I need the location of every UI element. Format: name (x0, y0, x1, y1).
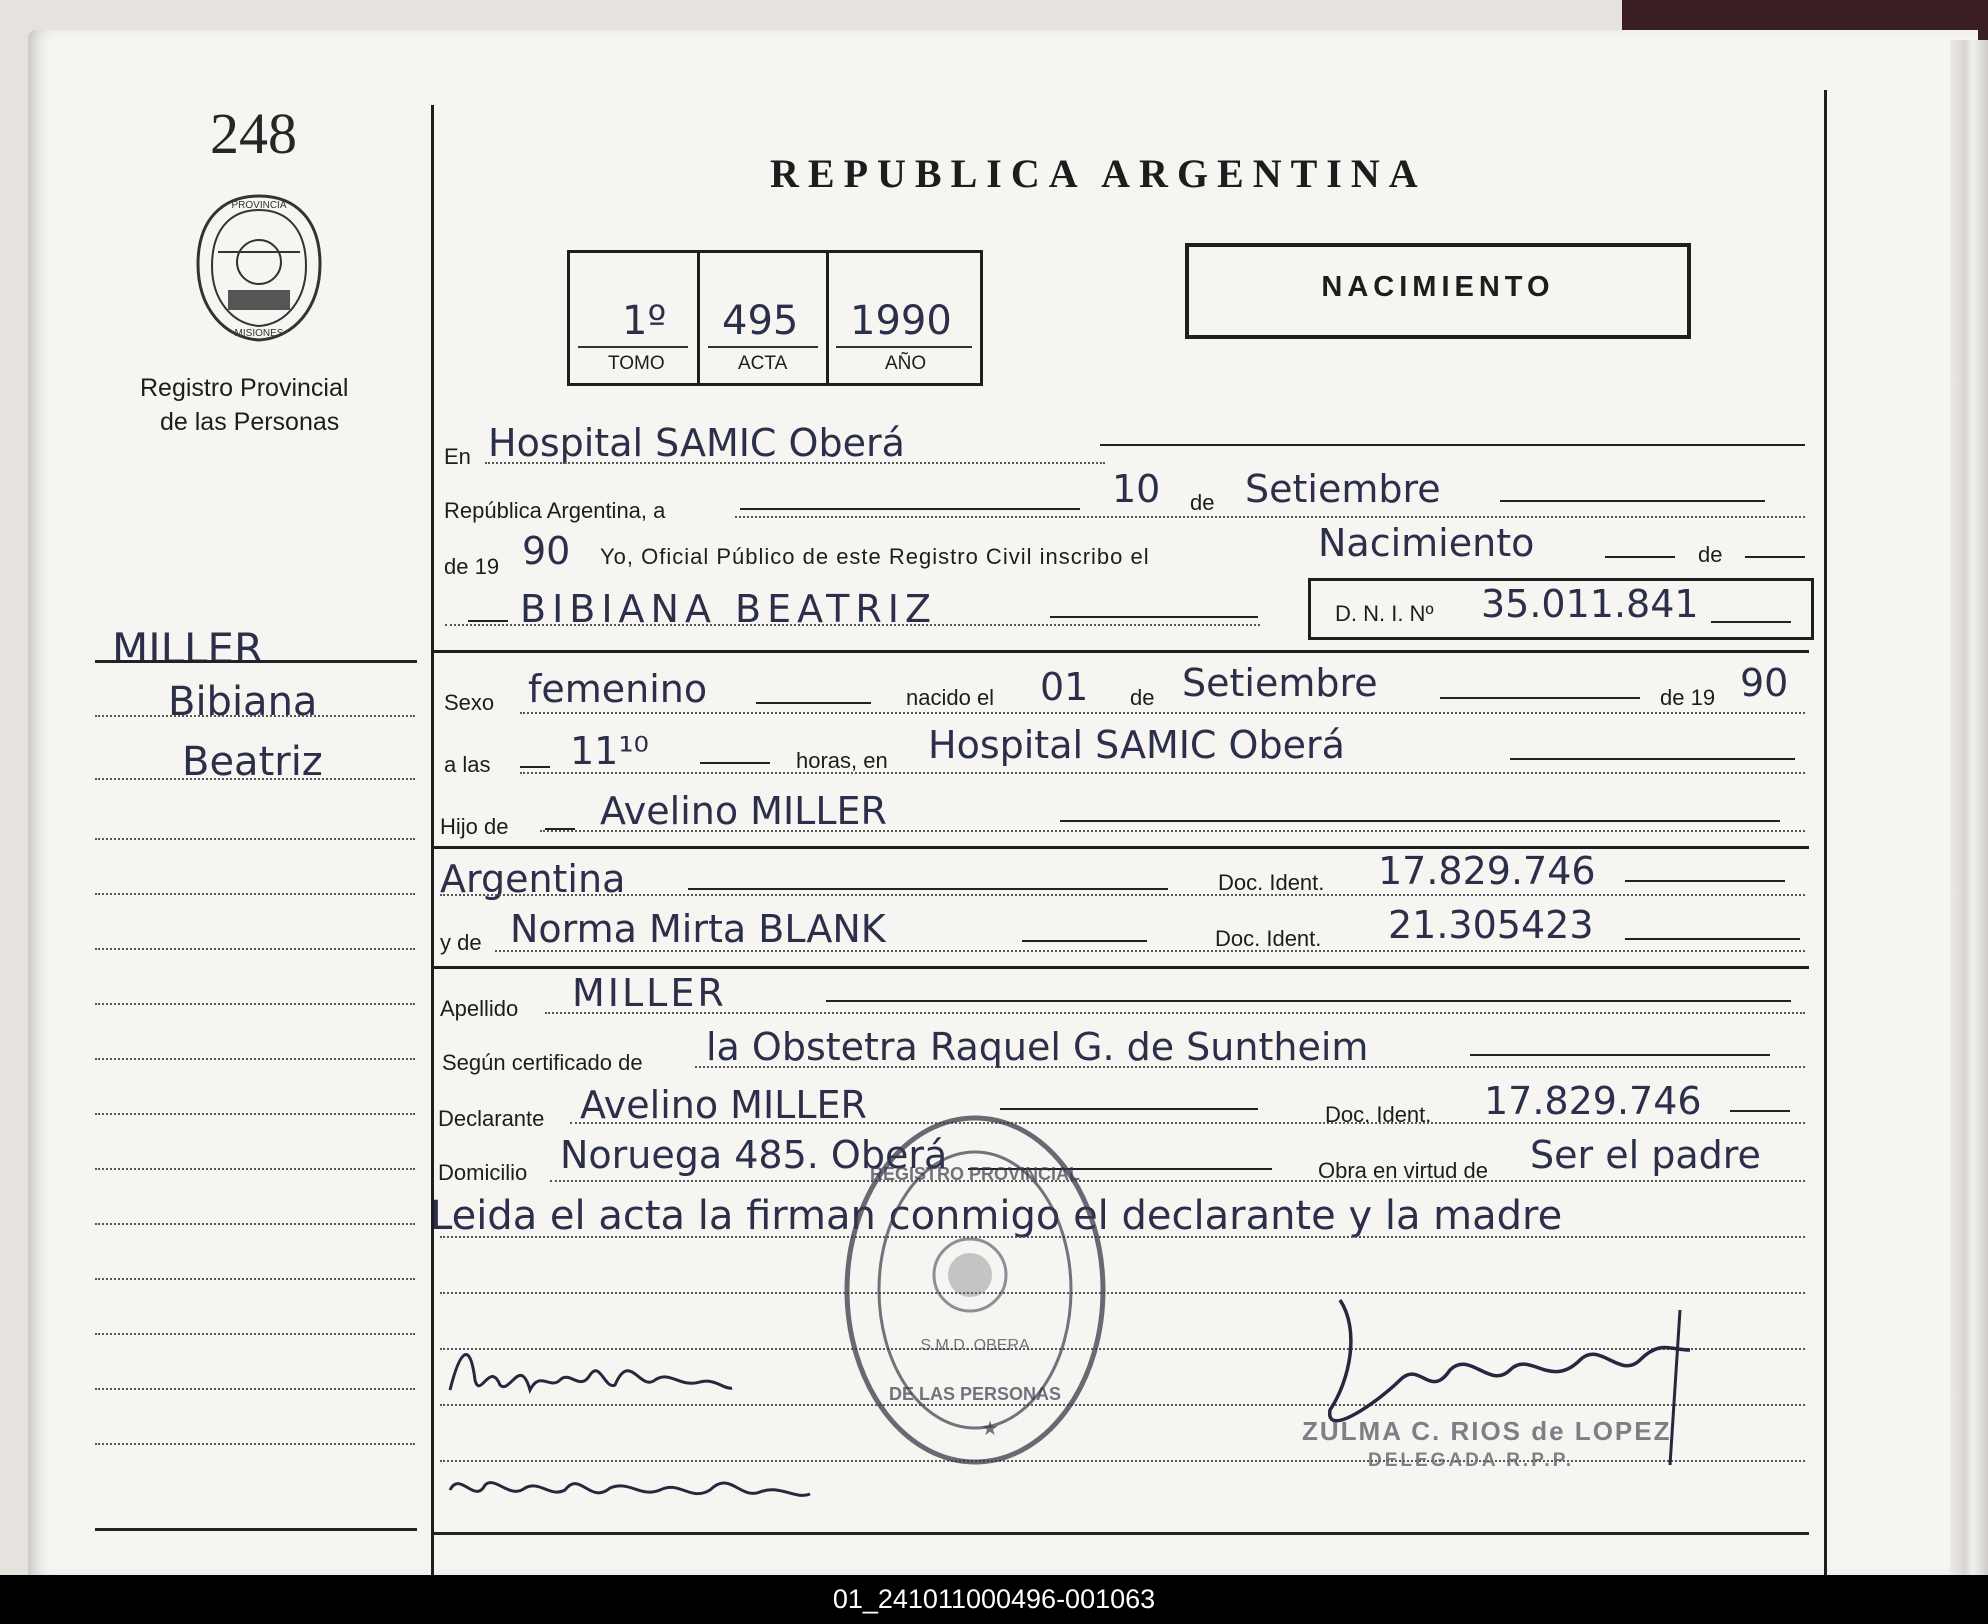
mother-signature-icon (440, 1450, 840, 1520)
oficial-statement: Yo, Oficial Público de este Registro Civil inscribo el (600, 544, 1150, 569)
tomo-label: TOMO (608, 353, 665, 374)
registry-name-line1: Registro Provincial (140, 374, 349, 402)
dotted-rule (695, 1066, 1805, 1068)
certificado-value: la Obstetra Raquel G. de Suntheim (706, 1025, 1369, 1069)
ano-value: 1990 (850, 298, 952, 344)
fill-line (1050, 616, 1258, 618)
margin-dotted-rule (95, 948, 415, 950)
seal-bottom-text: MISIONES (234, 328, 284, 339)
registry-stamp-icon (830, 1100, 1120, 1480)
fill-line (520, 766, 550, 768)
acta-label: ACTA (738, 353, 788, 374)
child-name: BIBIANA BEATRIZ (520, 587, 938, 631)
act-type: Nacimiento (1318, 521, 1535, 565)
fill-line (740, 508, 1080, 510)
apellido-label: Apellido (440, 996, 519, 1021)
fill-line (468, 620, 508, 622)
margin-dotted-rule (95, 1058, 415, 1060)
fill-line (1022, 940, 1147, 942)
registration-day: 10 (1112, 467, 1161, 511)
birth-hour: 11¹⁰ (570, 729, 649, 773)
main-right-border (1824, 90, 1827, 1575)
dotted-rule (540, 830, 1805, 832)
dni-value: 35.011.841 (1481, 582, 1699, 626)
mother-name: Norma Mirta BLANK (510, 907, 886, 951)
main-left-border (431, 105, 434, 1575)
margin-dotted-rule (95, 1278, 415, 1280)
de19-label: de 19 (444, 554, 500, 579)
dotted-rule (570, 1122, 1805, 1124)
birth-day: 01 (1040, 665, 1089, 709)
nacido-label: nacido el (906, 685, 995, 710)
margin-dotted-rule (95, 1388, 415, 1390)
dotted-rule (545, 1012, 1805, 1014)
section-rule (434, 650, 1809, 653)
father-doc-number: 17.829.746 (1378, 849, 1596, 893)
fill-line (1625, 938, 1800, 940)
fill-line (1730, 1110, 1790, 1112)
de-label: de (1130, 685, 1155, 710)
section-rule (434, 846, 1809, 849)
dni-box (1308, 578, 1814, 640)
fill-line (1605, 556, 1675, 558)
fill-line (1100, 444, 1805, 446)
fill-line (688, 888, 1168, 890)
closing-statement: Leida el acta la firman conmigo el declarante y la madre (430, 1193, 1563, 1239)
declarante-label: Declarante (438, 1106, 545, 1131)
en-label: En (444, 444, 471, 469)
domicilio-value: Noruega 485. Oberá (560, 1133, 948, 1177)
hijo-label: Hijo de (440, 814, 509, 839)
domicilio-label: Domicilio (438, 1160, 528, 1185)
margin-dotted-rule (95, 715, 415, 717)
ano-rule (836, 346, 972, 348)
dotted-rule (520, 712, 1805, 714)
tomo-acta-ano-box (567, 250, 983, 386)
record-type: NACIMIENTO (1321, 271, 1555, 303)
birth-month: Setiembre (1182, 661, 1378, 705)
margin-dotted-rule (95, 1443, 415, 1445)
margin-surname-rule (95, 660, 417, 663)
margin-bottom-rule (95, 1528, 417, 1531)
father-name: Avelino MILLER (600, 789, 887, 833)
fill-line (1510, 758, 1795, 760)
record-type-box (1185, 243, 1691, 339)
fill-line (756, 702, 871, 704)
fill-line (826, 1000, 1791, 1002)
fill-line (700, 762, 770, 764)
birth-registry-place: Hospital SAMIC Oberá (488, 421, 905, 465)
dotted-rule (520, 772, 1805, 774)
box-divider (826, 253, 829, 383)
official-name-stamp: ZULMA C. RIOS de LOPEZ (1302, 1416, 1672, 1446)
republica-label: República Argentina, a (444, 498, 666, 523)
dotted-rule (550, 1180, 1805, 1182)
tomo-value: 1º (622, 298, 667, 344)
box-divider (697, 253, 700, 383)
sexo-value: femenino (528, 667, 708, 711)
registration-year: 90 (522, 529, 571, 573)
country-title: REPUBLICA ARGENTINA (770, 151, 1427, 196)
margin-dotted-rule (95, 838, 415, 840)
mother-doc-label: Doc. Ident. (1215, 926, 1322, 951)
dotted-rule (445, 624, 1260, 626)
dotted-rule (440, 1236, 1805, 1238)
margin-dotted-rule (95, 1223, 415, 1225)
alas-label: a las (444, 752, 491, 777)
fill-line (1470, 1054, 1770, 1056)
fill-line (1060, 820, 1780, 822)
mother-doc-number: 21.305423 (1388, 903, 1594, 947)
declarante-doc-number: 17.829.746 (1484, 1079, 1702, 1123)
fill-line (1440, 697, 1640, 699)
margin-dotted-rule (95, 1333, 415, 1335)
dni-label: D. N. I. Nº (1335, 601, 1434, 626)
official-title-stamp: DELEGADA R.P.P. (1368, 1450, 1575, 1471)
margin-dotted-rule (95, 1168, 415, 1170)
fill-line (1500, 500, 1765, 502)
seal-top-text: PROVINCIA (231, 200, 287, 211)
fill-line (1625, 880, 1785, 882)
declarante-name: Avelino MILLER (580, 1083, 867, 1127)
stamp-star-icon: ★ (981, 1418, 999, 1440)
father-doc-label: Doc. Ident. (1218, 870, 1325, 895)
registration-month: Setiembre (1245, 467, 1441, 511)
margin-dotted-rule (95, 1003, 415, 1005)
ano-label: AÑO (885, 353, 927, 374)
sexo-label: Sexo (444, 690, 495, 715)
section-rule (434, 966, 1809, 969)
dotted-rule (735, 516, 1805, 518)
main-bottom-rule (434, 1532, 1809, 1535)
de19-label: de 19 (1660, 685, 1716, 710)
certificado-label: Según certificado de (442, 1050, 643, 1075)
margin-dotted-rule (95, 893, 415, 895)
provincial-seal-icon (188, 190, 330, 346)
page-edge (1950, 40, 1988, 1575)
birth-place: Hospital SAMIC Oberá (928, 723, 1345, 767)
obra-label: Obra en virtud de (1318, 1158, 1488, 1183)
page-number: 248 (210, 101, 297, 166)
dotted-rule (495, 950, 1805, 952)
horas-label: horas, en (796, 748, 888, 773)
margin-second-name: Beatriz (182, 739, 323, 785)
tomo-rule (578, 346, 688, 348)
stamp-bottom-text: DE LAS PERSONAS (888, 1384, 1062, 1404)
acta-rule (708, 346, 818, 348)
acta-value: 495 (722, 298, 799, 344)
obra-value: Ser el padre (1530, 1133, 1761, 1177)
dotted-rule (485, 462, 1105, 464)
de-label: de (1190, 490, 1215, 515)
father-signature-icon (440, 1330, 740, 1410)
image-caption: 01_241011000496-001063 (0, 1575, 1988, 1624)
de-label: de (1698, 542, 1723, 567)
margin-surname: MILLER (112, 624, 264, 673)
father-nationality: Argentina (440, 857, 626, 901)
birth-year: 90 (1740, 661, 1789, 705)
margin-first-name: Bibiana (168, 679, 318, 725)
declarante-doc-label: Doc. Ident. (1325, 1102, 1432, 1127)
yde-label: y de (440, 930, 482, 955)
stamp-inner-text: S.M.D. OBERA (920, 1337, 1030, 1354)
fill-line (1745, 556, 1805, 558)
margin-dotted-rule (95, 778, 415, 780)
registry-name-line2: de las Personas (160, 408, 340, 436)
apellido-value: MILLER (572, 971, 727, 1015)
fill-line (1711, 621, 1791, 623)
stamp-top-text: REGISTRO PROVINCIAL (869, 1164, 1081, 1184)
margin-dotted-rule (95, 1113, 415, 1115)
dotted-rule (440, 894, 1805, 896)
